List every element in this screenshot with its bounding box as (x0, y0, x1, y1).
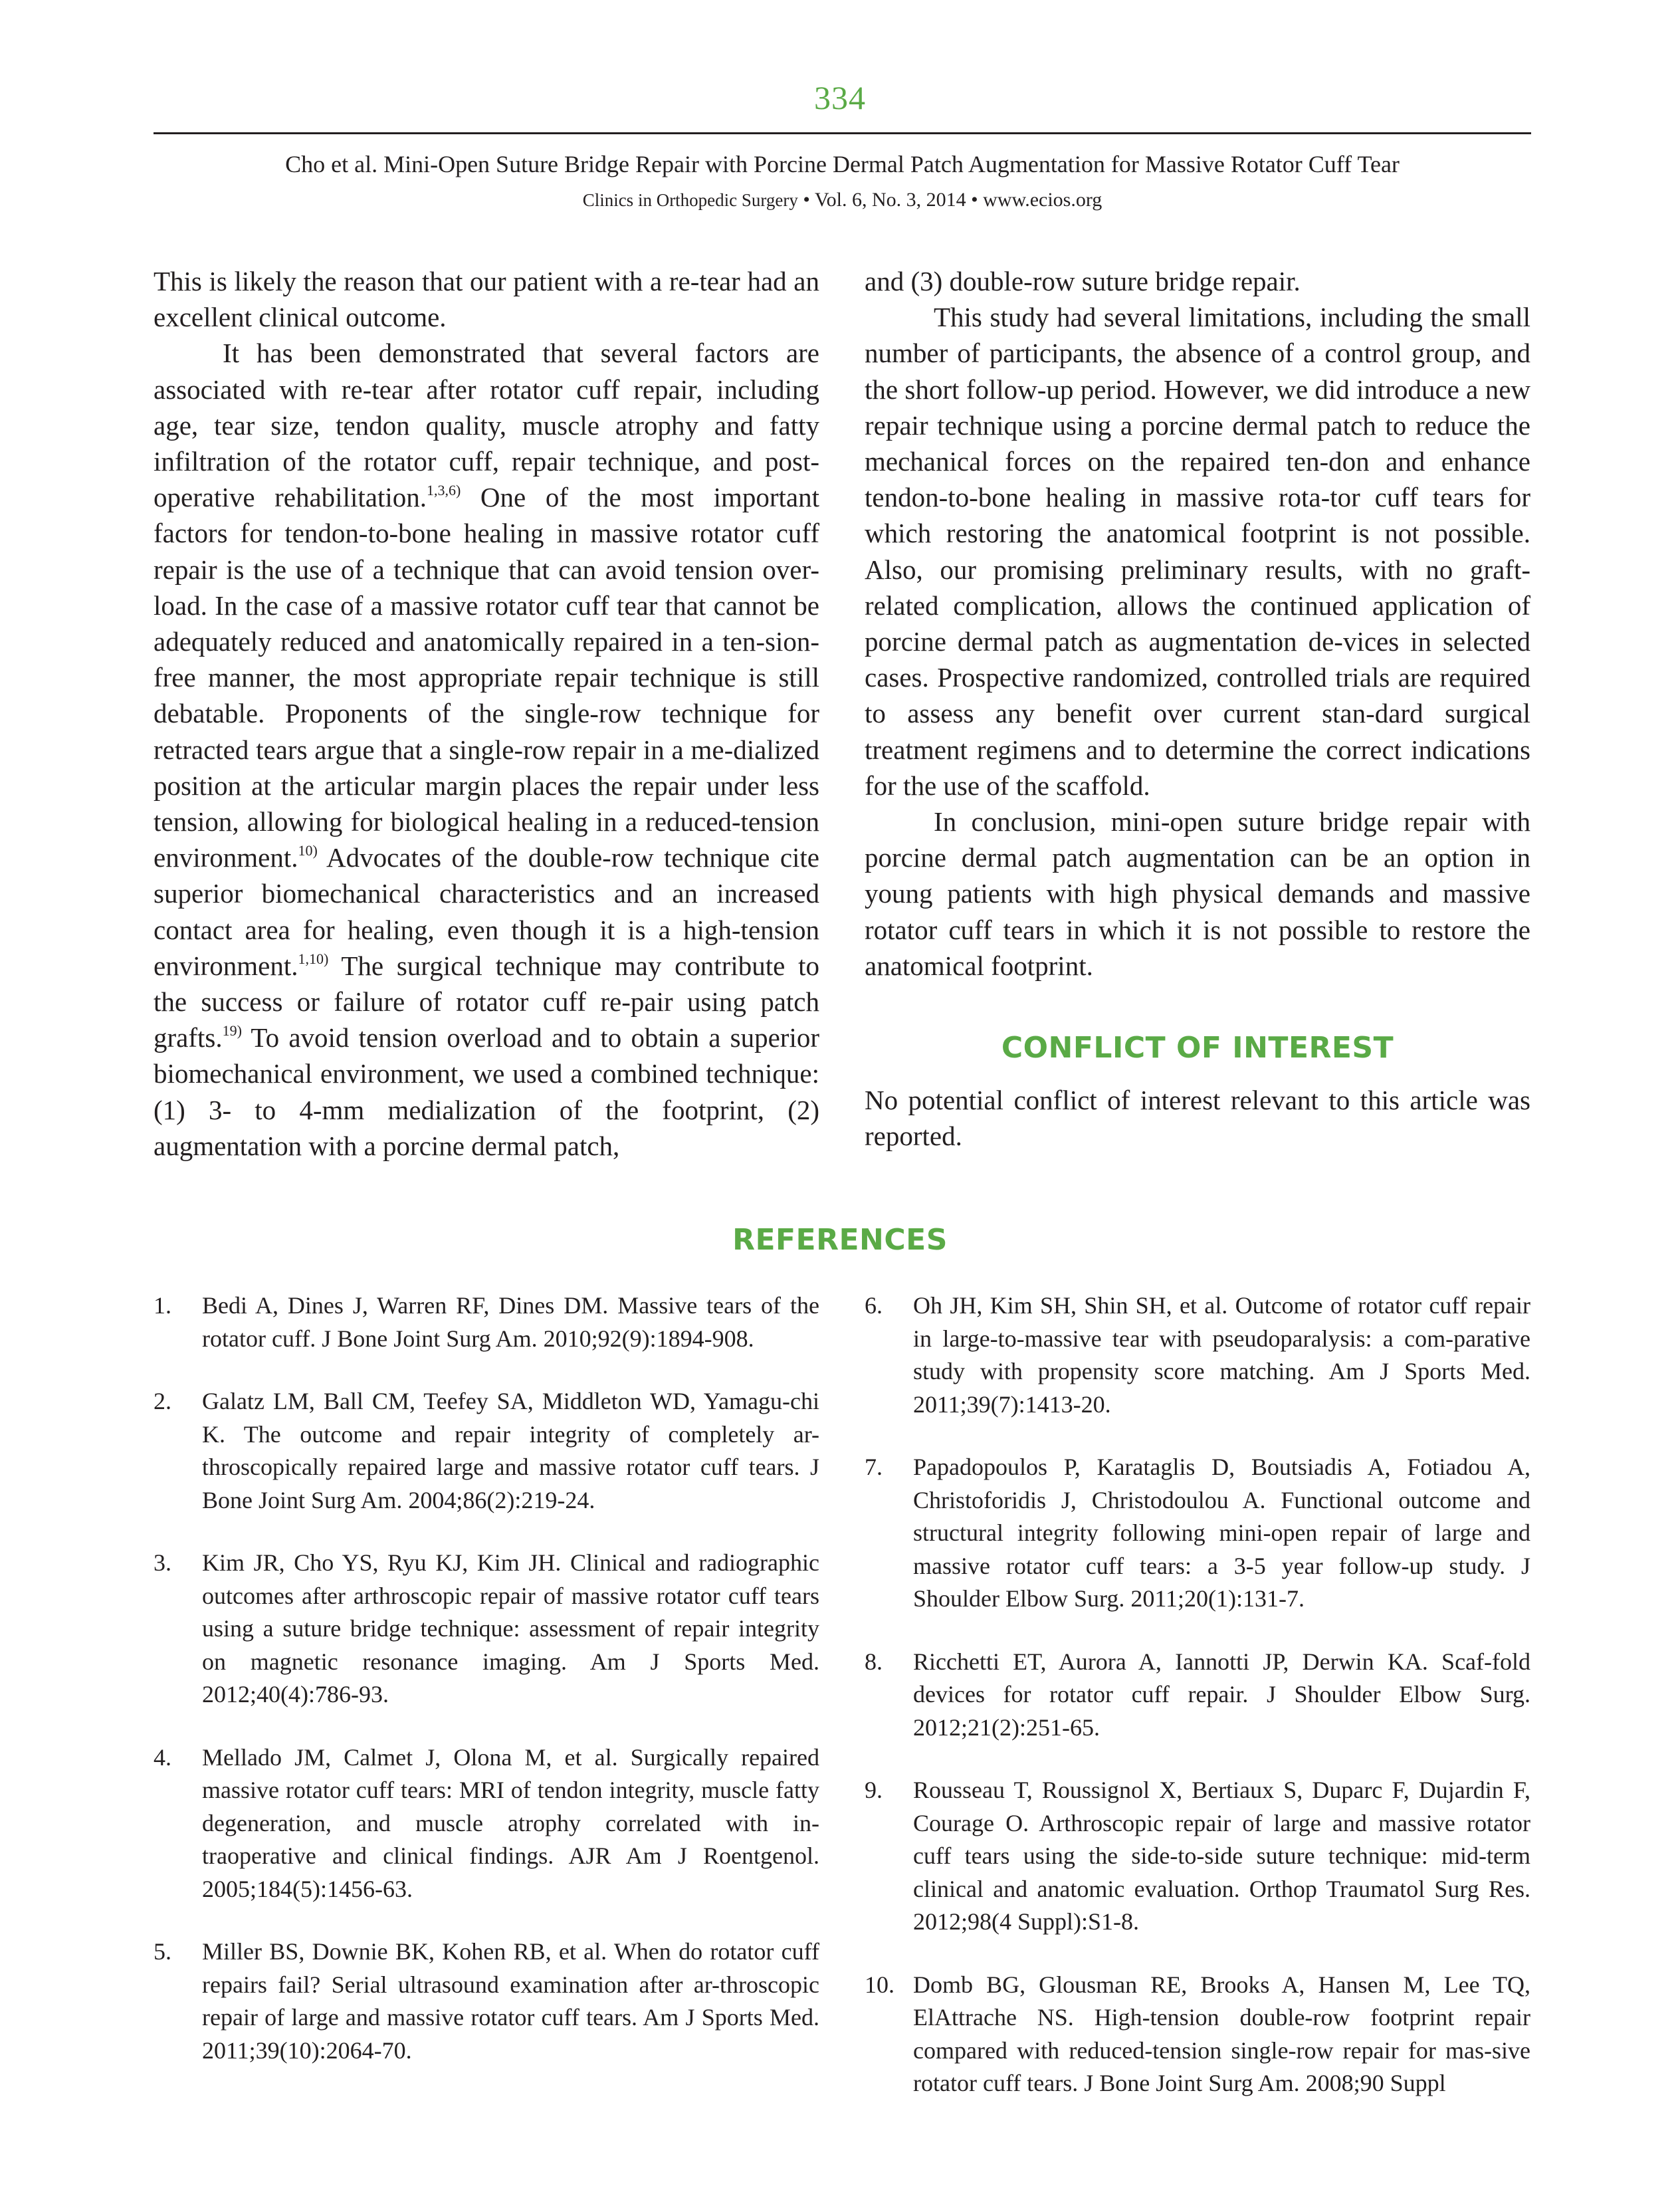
reference-item (154, 1935, 819, 2067)
reference-number: 5. (154, 1938, 171, 1965)
reference-number: 10. (865, 1971, 894, 1998)
reference-item (865, 1289, 1530, 1421)
journal-name: Clinics in Orthopedic Surgery (582, 190, 798, 210)
conflict-of-interest-text: No potential conflict of interest relevant to this article was reported. (865, 1085, 1530, 1152)
reference-number: 7. (865, 1454, 883, 1480)
reference-number: 1. (154, 1292, 171, 1319)
reference-item (154, 1547, 819, 1711)
citation: 19) (222, 1022, 242, 1040)
reference-item (865, 1451, 1530, 1616)
paragraph: In conclusion, mini-open suture bridge repair with porcine dermal patch augmentation can be an option in young patients with high physical demands and massive rotator cuff tears in which it is not possible to restore the anatomical footprint. (865, 806, 1530, 981)
reference-item (865, 1969, 1530, 2100)
reference-number: 6. (865, 1292, 883, 1319)
reference-item (154, 1741, 819, 1906)
citation: 1,10) (298, 950, 329, 967)
paragraph: and (3) double-row suture bridge repair. (865, 266, 1301, 296)
reference-text: Domb BG, Glousman RE, Brooks A, Hansen M, Lee TQ, ElAttrache NS. High-tension double-row footprint repair compared with reduced-tension single-row repair for mas-sive rotator cuff tears. J Bone Joint Surg Am. 2008;90 Suppl (913, 1971, 1530, 2096)
references-list-left (154, 1289, 819, 2097)
journal-details: • Vol. 6, No. 3, 2014 • www.ecios.org (797, 189, 1102, 211)
paragraph-text: The surgical technique may contribute to the success or failure of rotator cuff re-pair using patch grafts. (154, 950, 819, 1053)
paragraph-text: This is likely the reason that our patient with a re-tear had an excellent clinical outcome. (154, 266, 819, 333)
citation: 10) (298, 842, 318, 859)
body-column-left (154, 263, 819, 1164)
reference-number: 3. (154, 1549, 171, 1576)
reference-text: Galatz LM, Ball CM, Teefey SA, Middleton WD, Yamagu-chi K. The outcome and repair integrity of completely ar-throscopically repaired large and massive rotator cuff tears. J Bone Joint Surg Am. 2004;86(2):219-24. (202, 1388, 819, 1513)
paragraph-text: Advocates of the double-row technique cite superior biomechanical characteristics and an increased contact area for healing, even though it is a high-tension environment. (154, 842, 819, 981)
paragraph (154, 335, 819, 1164)
paragraph (154, 263, 819, 335)
reference-text: Papadopoulos P, Karataglis D, Boutsiadis A, Fotiadou A, Christoforidis J, Christodoulou A. Functional outcome and structural integrity following mini-open repair of large and massive rotator cuff tears: a 3-5 year follow-up study. J Shoulder Elbow Surg. 2011;20(1):131-7. (913, 1454, 1530, 1612)
paragraph: This study had several limitations, including the small number of participants, the absence of a control group, and the short follow-up period. However, we did introduce a new repair technique using a porcine dermal patch to reduce the mechanical forces on the repaired ten-don and enhance tendon-to-bone healing in massive rota-tor cuff tears for which restoring the anatomical footprint is not possible. Also, our promising preliminary results, with no graft-related complication, allows the continued application of porcine dermal patch as augmentation de-vices in selected cases. Prospective randomized, controlled trials are required to assess any benefit over current stan-dard surgical treatment regimens and to determine the correct indications for the use of the scaffold. (865, 302, 1530, 801)
reference-text: Rousseau T, Roussignol X, Bertiaux S, Duparc F, Dujardin F, Courage O. Arthroscopic repair of large and massive rotator cuff tears using the side-to-side suture technique: mid-term clinical and anatomic evaluation. Orthop Traumatol Surg Res. 2012;98(4 Suppl):S1-8. (913, 1777, 1530, 1935)
header-divider (154, 132, 1531, 134)
paragraph-text: One of the most important factors for tendon-to-bone healing in massive rotator cuff repair is the use of a technique that can avoid tension over-load. In the case of a massive rotator cuff tear that cannot be adequately reduced and anatomically repaired in a ten-sion-free manner, the most appropriate repair technique is still debatable. Proponents of the single-row technique for retracted tears argue that a single-row repair in a me-dialized position at the articular margin places the repair under less tension, allowing for biological healing in a reduced-tension environment. (154, 482, 820, 873)
citation: 1,3,6) (426, 482, 461, 499)
page-number: 334 (814, 79, 866, 116)
reference-text: Mellado JM, Calmet J, Olona M, et al. Surgically repaired massive rotator cuff tears: MRI of tendon integrity, muscle fatty degeneration, and muscle atrophy correlated with in-traoperative and clinical findings. AJR Am J Roentgenol. 2005;184(5):1456-63. (202, 1743, 819, 1902)
reference-item (865, 1646, 1530, 1745)
journal-citation-line (154, 187, 1531, 213)
paragraph-text: It has been demonstrated that several factors are associated with re-tear after rotator cuff repair, including age, tear size, tendon quality, muscle atrophy and fatty infiltration of the rotator cuff, repair technique, and post-operative rehabilitation. (154, 338, 819, 513)
reference-item (865, 1774, 1530, 1939)
reference-text: Oh JH, Kim SH, Shin SH, et al. Outcome of rotator cuff repair in large-to-massive tear with pseudoparalysis: a com-parative study with propensity score matching. Am J Sports Med. 2011;39(7):1413-20. (913, 1292, 1530, 1418)
conflict-of-interest-heading: CONFLICT OF INTEREST (1001, 1031, 1394, 1065)
reference-number: 8. (865, 1648, 883, 1675)
references-list-right (865, 1289, 1530, 2130)
reference-number: 4. (154, 1743, 171, 1771)
paragraph-text: To avoid tension overload and to obtain a superior biomechanical environment, we used a combined technique: (1) 3- to 4-mm medialization of the footprint, (2) augmentation with a porcine dermal patch, (154, 1022, 819, 1161)
reference-text: Kim JR, Cho YS, Ryu KJ, Kim JH. Clinical and radiographic outcomes after arthroscopic repair of massive rotator cuff tears using a suture bridge technique: assessment of repair integrity on magnetic resonance imaging. Am J Sports Med. 2012;40(4):786-93. (202, 1549, 819, 1708)
reference-text: Ricchetti ET, Aurora A, Iannotti JP, Derwin KA. Scaf-fold devices for rotator cuff repair. J Shoulder Elbow Surg. 2012;21(2):251-65. (913, 1648, 1530, 1741)
running-title: Cho et al. Mini-Open Suture Bridge Repair with Porcine Dermal Patch Augmentation for Massive Rotator Cuff Tear (285, 151, 1400, 177)
reference-number: 2. (154, 1388, 171, 1414)
references-heading: REFERENCES (732, 1223, 948, 1257)
reference-item (154, 1289, 819, 1355)
reference-text: Bedi A, Dines J, Warren RF, Dines DM. Massive tears of the rotator cuff. J Bone Joint Surg Am. 2010;92(9):1894-908. (202, 1292, 819, 1352)
reference-text: Miller BS, Downie BK, Kohen RB, et al. When do rotator cuff repairs fail? Serial ultrasound examination after ar-throscopic repair of large and massive rotator cuff tears. Am J Sports Med. 2011;39(10):2064-70. (202, 1938, 819, 2064)
reference-number: 9. (865, 1777, 883, 1803)
reference-item (154, 1385, 819, 1517)
body-column-right (865, 263, 1530, 1155)
